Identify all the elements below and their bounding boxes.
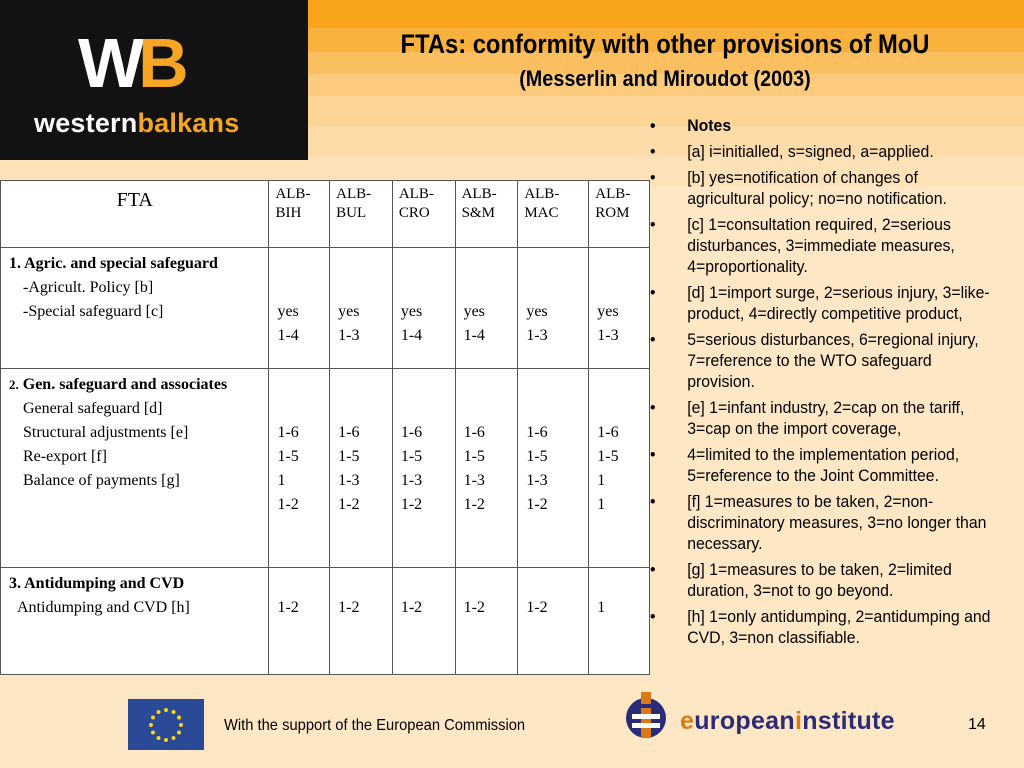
table-header-row — [1, 181, 650, 248]
note-text: [a] i=initialled, s=signed, a=applied. — [687, 142, 934, 161]
table-cell — [518, 568, 589, 675]
row-item: General safeguard [d] — [23, 400, 163, 417]
cell-value: 1-3 — [526, 472, 548, 489]
col-header-alb-mac: ALB-MAC — [518, 181, 589, 248]
note-item — [650, 329, 994, 392]
col-header-alb-rom: ALB-ROM — [589, 181, 650, 248]
cell-value: yes — [463, 303, 485, 320]
cell-value: 1-3 — [463, 472, 485, 489]
section-heading: 3. Antidumping and CVD — [9, 575, 185, 592]
bullet: • — [650, 116, 656, 135]
bullet: • — [650, 445, 656, 464]
note-text: [e] 1=infant industry, 2=cap on the tariff, 3=cap on the import coverage, — [687, 398, 965, 438]
cell-value: 1-2 — [338, 496, 360, 513]
table-cell — [330, 568, 393, 675]
eu-flag-icon — [128, 699, 204, 750]
row-label-antidumping — [1, 568, 269, 675]
bullet: • — [650, 168, 656, 187]
table-cell — [330, 248, 393, 369]
bullet: • — [650, 607, 656, 626]
cell-value: 1-3 — [338, 327, 360, 344]
cell-value: 1-2 — [463, 599, 485, 616]
table-cell — [330, 369, 393, 568]
cell-value: 1-2 — [338, 599, 360, 616]
cell-value: yes — [526, 303, 548, 320]
cell-value: 1-3 — [338, 472, 360, 489]
cell-value: 1-6 — [277, 424, 299, 441]
wb-monogram — [78, 24, 183, 102]
bullet: • — [650, 398, 656, 417]
note-item — [650, 214, 994, 277]
cell-value: yes — [597, 303, 619, 320]
cell-value: 1-3 — [526, 327, 548, 344]
table-cell — [269, 248, 330, 369]
cell-value: 1-5 — [400, 448, 423, 465]
logo-subtitle — [34, 108, 239, 139]
table-cell — [455, 568, 518, 675]
notes-title — [650, 115, 994, 136]
cell-value: 1 — [277, 472, 286, 489]
table-row — [1, 369, 650, 568]
col-header-alb-bih: ALB-BIH — [269, 181, 330, 248]
cell-value: 1-4 — [277, 327, 299, 344]
note-item — [650, 141, 994, 162]
cell-value: 1-2 — [400, 496, 423, 513]
cell-value: 1-5 — [597, 448, 619, 465]
eu-stars-icon — [128, 699, 204, 750]
table-cell — [269, 369, 330, 568]
note-text: 4=limited to the implementation period, 5=reference to the Joint Committee. — [687, 445, 960, 485]
notes-list — [650, 115, 994, 653]
col-header-alb-bul: ALB-BUL — [330, 181, 393, 248]
table-cell — [392, 248, 455, 369]
row-item: Balance of payments [g] — [23, 472, 180, 489]
cell-value: 1 — [597, 496, 606, 513]
bullet: • — [650, 283, 656, 302]
row-item: Structural adjustments [e] — [23, 424, 189, 441]
note-item — [650, 491, 994, 554]
table-cell — [518, 248, 589, 369]
section-heading — [9, 373, 260, 397]
fta-table — [0, 180, 650, 675]
western-balkans-logo — [0, 0, 308, 160]
cell-value: 1-6 — [526, 424, 548, 441]
fta-header: FTA — [1, 181, 269, 248]
logo-western: western — [34, 108, 138, 138]
table-cell — [392, 369, 455, 568]
note-item — [650, 606, 994, 648]
section-title: Gen. safeguard and associates — [22, 376, 228, 393]
wordmark-e: e — [680, 707, 695, 735]
row-item: -Special safeguard [c] — [23, 303, 164, 320]
bullet: • — [650, 330, 656, 349]
row-item: -Agricult. Policy [b] — [23, 279, 154, 296]
table-row — [1, 568, 650, 675]
table-cell — [589, 568, 650, 675]
cell-value: 1-5 — [526, 448, 548, 465]
wordmark-uropean: uropean — [694, 707, 795, 735]
row-label-agric — [1, 248, 269, 369]
note-item — [650, 282, 994, 324]
cell-value: 1-6 — [400, 424, 423, 441]
cell-value: 1-2 — [526, 496, 548, 513]
cell-value: 1-6 — [338, 424, 360, 441]
wordmark-nstitute: nstitute — [802, 707, 895, 735]
note-text: [h] 1=only antidumping, 2=antidumping and CVD, 3=non classifiable. — [687, 607, 991, 647]
col-header-alb-cro: ALB-CRO — [392, 181, 455, 248]
cell-value: yes — [277, 303, 299, 320]
table-cell — [392, 568, 455, 675]
slide-subtitle: (Messerlin and Miroudot (2003) — [519, 66, 811, 91]
cell-value: 1-2 — [463, 496, 485, 513]
cell-value: 1-5 — [338, 448, 360, 465]
row-label-gen-safeguard — [1, 369, 269, 568]
cell-value: yes — [338, 303, 360, 320]
slide-title: FTAs: conformity with other provisions of MoU — [400, 29, 930, 59]
cell-value: 1-2 — [277, 599, 299, 616]
note-text: [b] yes=notification of changes of agricultural policy; no=no notification. — [687, 168, 947, 208]
note-item — [650, 167, 994, 209]
note-item — [650, 559, 994, 601]
note-item — [650, 444, 994, 486]
wb-w: W — [78, 24, 139, 102]
table-row — [1, 248, 650, 369]
table-cell — [455, 369, 518, 568]
table-cell — [589, 369, 650, 568]
cell-value: 1-6 — [463, 424, 485, 441]
table-cell — [455, 248, 518, 369]
section-heading: 1. Agric. and special safeguard — [9, 255, 218, 272]
table-cell — [269, 568, 330, 675]
col-header-alb-sm: ALB-S&M — [455, 181, 518, 248]
european-institute-logo-icon — [622, 690, 670, 746]
cell-value: 1-3 — [597, 327, 619, 344]
wordmark-i: i — [794, 707, 803, 735]
cell-value: yes — [400, 303, 423, 320]
bullet: • — [650, 215, 656, 234]
note-text: 5=serious disturbances, 6=regional injury, 7=reference to the WTO safeguard provision. — [687, 330, 979, 391]
cell-value: 1-3 — [400, 472, 423, 489]
cell-value: 1-4 — [463, 327, 485, 344]
european-institute-wordmark — [680, 707, 895, 736]
cell-value: 1-4 — [400, 327, 423, 344]
note-text: [c] 1=consultation required, 2=serious disturbances, 3=immediate measures, 4=proportionality. — [687, 215, 955, 276]
logo-balkans: balkans — [137, 108, 240, 138]
cell-value: 1-2 — [526, 599, 548, 616]
cell-value: 1-2 — [277, 496, 299, 513]
row-item: Antidumping and CVD [h] — [17, 599, 190, 616]
notes-heading: Notes — [687, 116, 732, 135]
cell-value: 1-5 — [463, 448, 485, 465]
note-text: [g] 1=measures to be taken, 2=limited duration, 3=not to go beyond. — [687, 560, 952, 600]
table-cell — [518, 369, 589, 568]
bullet: • — [650, 142, 656, 161]
page-number: 14 — [968, 716, 986, 733]
note-item — [650, 397, 994, 439]
wb-b: B — [138, 24, 183, 102]
bullet: • — [650, 492, 656, 511]
cell-value: 1 — [597, 599, 606, 616]
note-text: [d] 1=import surge, 2=serious injury, 3=like-product, 4=directly competitive product, — [687, 283, 990, 323]
row-item: Re-export [f] — [23, 448, 107, 465]
cell-value: 1-6 — [597, 424, 619, 441]
section-number: 2. — [9, 377, 19, 392]
cell-value: 1 — [597, 472, 606, 489]
cell-value: 1-5 — [277, 448, 299, 465]
table-cell — [589, 248, 650, 369]
cell-value: 1-2 — [400, 599, 423, 616]
note-text: [f] 1=measures to be taken, 2=non-discriminatory measures, 3=no longer than necessary. — [687, 492, 987, 553]
bullet: • — [650, 560, 656, 579]
support-text: With the support of the European Commission — [224, 717, 526, 734]
